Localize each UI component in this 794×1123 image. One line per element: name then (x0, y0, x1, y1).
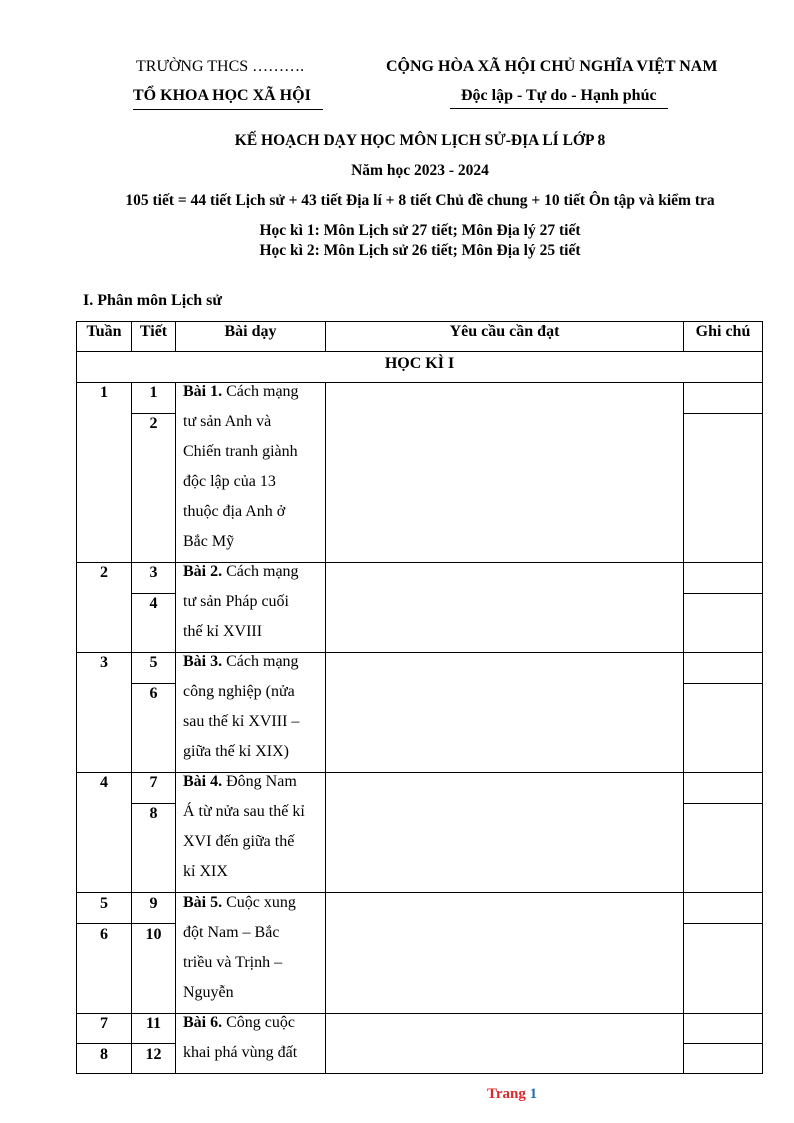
lesson-title-line: Nguyễn (183, 984, 234, 1001)
period-cell: 10 (145, 926, 162, 943)
page-number (487, 1086, 537, 1103)
section-heading: I. Phân môn Lịch sử (83, 292, 222, 309)
lesson-cell (183, 647, 325, 767)
period-cell: 3 (149, 564, 158, 581)
term-1-summary: Học kì 1: Môn Lịch sử 27 tiết; Môn Địa lý 27 tiết (259, 222, 581, 239)
lesson-number: Bài 1. (183, 383, 223, 400)
lesson-title-line: XVI đến giữa thế (183, 833, 295, 850)
lesson-cell (183, 377, 325, 557)
week-cell: 3 (100, 654, 108, 671)
week-cell: 4 (100, 774, 108, 791)
lesson-number: Bài 6. (183, 1014, 223, 1031)
school-year: Năm học 2023 - 2024 (351, 162, 489, 179)
lesson-title-line: đột Nam – Bắc (183, 924, 280, 941)
lesson-title-line: thế kỉ XVIII (183, 623, 263, 640)
lesson-title-line: triều và Trịnh – (183, 954, 283, 971)
lesson-title-line: kỉ XIX (183, 863, 228, 880)
motto: Độc lập - Tự do - Hạnh phúc (461, 87, 657, 104)
page-label: Trang (487, 1086, 526, 1102)
period-cell: 1 (149, 384, 158, 401)
lesson-title-line: độc lập của 13 (183, 473, 276, 490)
week-cell: 6 (100, 926, 108, 943)
lesson-cell (183, 1008, 325, 1068)
term-row-label: HỌC KÌ I (384, 355, 455, 372)
lesson-title-line: công nghiệp (nửa (183, 683, 295, 700)
period-summary: 105 tiết = 44 tiết Lịch sử + 43 tiết Địa lí + 8 tiết Chủ đề chung + 10 tiết Ôn tập và kiểm tra (125, 192, 715, 209)
page-value: 1 (529, 1086, 538, 1102)
department-name: TỔ KHOA HỌC XÃ HỘI (133, 87, 311, 104)
period-cell: 2 (149, 415, 158, 432)
lesson-title-line: khai phá vùng đất (183, 1044, 298, 1061)
period-cell: 12 (145, 1046, 162, 1063)
lesson-title-line: Công cuộc (222, 1014, 295, 1031)
lesson-title-line: sau thế kỉ XVIII – (183, 713, 300, 730)
lesson-title-line: thuộc địa Anh ở (183, 503, 286, 520)
week-cell: 7 (100, 1015, 108, 1032)
period-cell: 8 (149, 805, 158, 822)
column-header-tuan: Tuần (86, 323, 122, 340)
lesson-title-line: Bắc Mỹ (183, 533, 235, 550)
period-cell: 9 (149, 895, 158, 912)
lesson-title-line: Cách mạng (222, 383, 299, 400)
lesson-cell (183, 557, 325, 647)
week-cell: 8 (100, 1046, 108, 1063)
lesson-number: Bài 5. (183, 894, 223, 911)
lesson-number: Bài 4. (183, 773, 223, 790)
column-header-bai-day: Bài dạy (224, 323, 277, 340)
lesson-title-line: tư sản Pháp cuối (183, 593, 289, 610)
period-cell: 11 (145, 1015, 162, 1032)
period-cell: 7 (149, 774, 158, 791)
week-cell: 2 (100, 564, 108, 581)
week-cell: 5 (100, 895, 108, 912)
period-cell: 4 (149, 595, 158, 612)
term-2-summary: Học kì 2: Môn Lịch sử 26 tiết; Môn Địa lý 25 tiết (259, 242, 581, 259)
lesson-title-line: Á từ nửa sau thế kỉ (183, 803, 305, 820)
lesson-title-line: tư sản Anh và (183, 413, 272, 430)
country-name: CỘNG HÒA XÃ HỘI CHỦ NGHĨA VIỆT NAM (386, 58, 718, 75)
lesson-cell (183, 888, 325, 1008)
page-title: KẾ HOẠCH DẠY HỌC MÔN LỊCH SỬ-ĐỊA LÍ LỚP 8 (234, 132, 606, 149)
column-header-tiet: Tiết (139, 323, 168, 340)
lesson-title-line: giữa thế kỉ XIX) (183, 743, 289, 760)
period-cell: 6 (149, 685, 158, 702)
week-cell: 1 (100, 384, 108, 401)
lesson-number: Bài 2. (183, 563, 223, 580)
column-header-ghi-chu: Ghi chú (695, 323, 751, 340)
lesson-title-line: Chiến tranh giành (183, 443, 298, 460)
school-name: TRƯỜNG THCS ………. (136, 58, 305, 75)
lesson-title-line: Cách mạng (222, 653, 299, 670)
lesson-number: Bài 3. (183, 653, 223, 670)
column-header-yeu-cau: Yêu cầu cần đạt (449, 323, 560, 340)
lesson-title-line: Cách mạng (222, 563, 299, 580)
lesson-cell (183, 767, 325, 887)
lesson-title-line: Cuộc xung (222, 894, 296, 911)
period-cell: 5 (149, 654, 158, 671)
lesson-title-line: Đông Nam (222, 773, 297, 790)
